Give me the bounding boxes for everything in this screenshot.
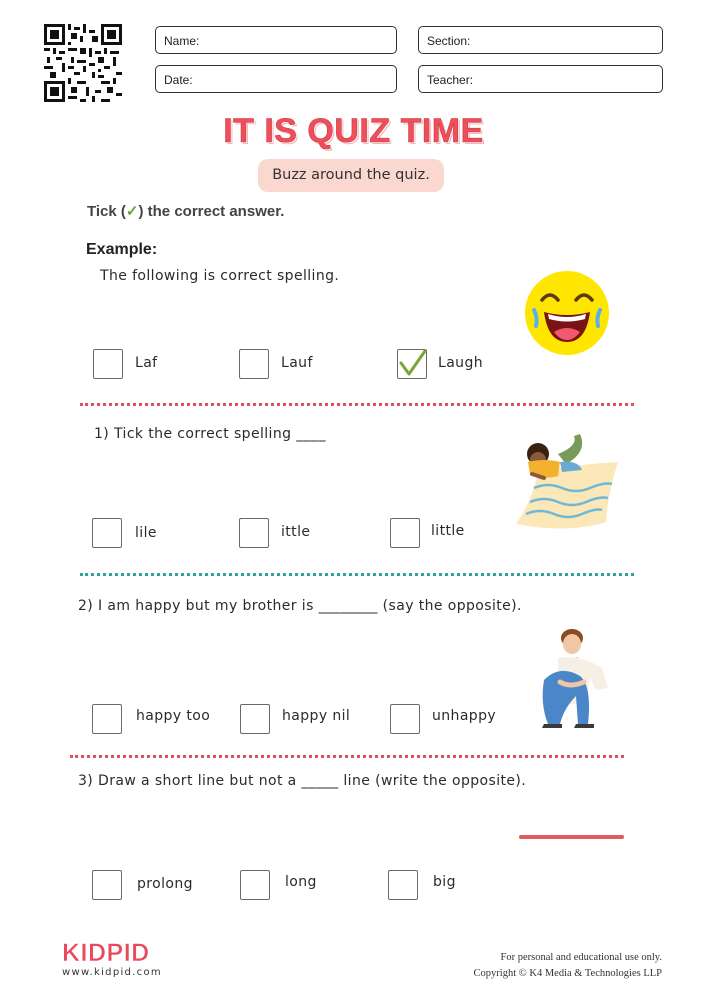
checkmark-icon — [397, 349, 427, 379]
question-1-option-3-label: little — [431, 523, 465, 539]
question-2-option-3-label: unhappy — [432, 708, 497, 724]
question-2-option-2-checkbox[interactable] — [240, 704, 270, 734]
question-3-option-1-checkbox[interactable] — [92, 870, 122, 900]
question-1-option-1-label: lile — [135, 525, 157, 541]
divider-3 — [70, 755, 624, 758]
laughing-emoji-icon — [524, 270, 610, 356]
tick-icon: ✓ — [125, 203, 139, 220]
question-1-option-2-label: ittle — [281, 524, 311, 540]
section-field[interactable]: Section: — [418, 26, 663, 54]
kidpid-logo — [62, 938, 154, 966]
kidpid-logo-text: KIDPID — [62, 939, 150, 966]
date-field[interactable]: Date: — [155, 65, 397, 93]
kidpid-url: www.kidpid.com — [62, 967, 162, 978]
question-3-option-2-label: long — [285, 874, 317, 890]
example-option-3-checkbox[interactable] — [397, 349, 427, 379]
example-option-3-label: Laugh — [438, 355, 484, 371]
instruction: Tick (✓) the correct answer. — [87, 203, 285, 220]
short-line-illustration — [519, 835, 624, 839]
page-title: IT IS QUIZ TIME — [223, 112, 484, 150]
subtitle-pill: Buzz around the quiz. — [258, 159, 444, 192]
example-option-1-label: Laf — [135, 355, 158, 371]
question-3-text: 3) Draw a short line but not a _____ line (write the opposite). — [78, 773, 527, 789]
question-1-option-3-checkbox[interactable] — [390, 518, 420, 548]
question-2-option-3-checkbox[interactable] — [390, 704, 420, 734]
question-2-option-1-checkbox[interactable] — [92, 704, 122, 734]
example-option-2-label: Lauf — [281, 355, 313, 371]
question-1-option-2-checkbox[interactable] — [239, 518, 269, 548]
question-2-text: 2) I am happy but my brother is ________ (say the opposite). — [78, 598, 522, 614]
child-reading-icon — [508, 432, 624, 540]
example-option-2-checkbox[interactable] — [239, 349, 269, 379]
question-3-option-1-label: prolong — [137, 876, 193, 892]
question-3-option-3-checkbox[interactable] — [388, 870, 418, 900]
name-field[interactable]: Name: — [155, 26, 397, 54]
example-question: The following is correct spelling. — [100, 268, 340, 284]
question-1-option-1-checkbox[interactable] — [92, 518, 122, 548]
example-heading: Example: — [86, 241, 158, 258]
question-3-option-2-checkbox[interactable] — [240, 870, 270, 900]
divider-2 — [80, 573, 634, 576]
question-3-option-3-label: big — [433, 874, 456, 890]
qr-code — [44, 24, 122, 102]
question-2-option-1-label: happy too — [136, 708, 211, 724]
question-2-option-2-label: happy nil — [282, 708, 351, 724]
question-1-text: 1) Tick the correct spelling ____ — [94, 426, 326, 442]
teacher-field[interactable]: Teacher: — [418, 65, 663, 93]
sad-boy-icon — [530, 624, 612, 728]
example-option-1-checkbox[interactable] — [93, 349, 123, 379]
divider-1 — [80, 403, 634, 406]
copyright-note: For personal and educational use only. Copyright © K4 Media & Technologies LLP — [473, 952, 662, 979]
